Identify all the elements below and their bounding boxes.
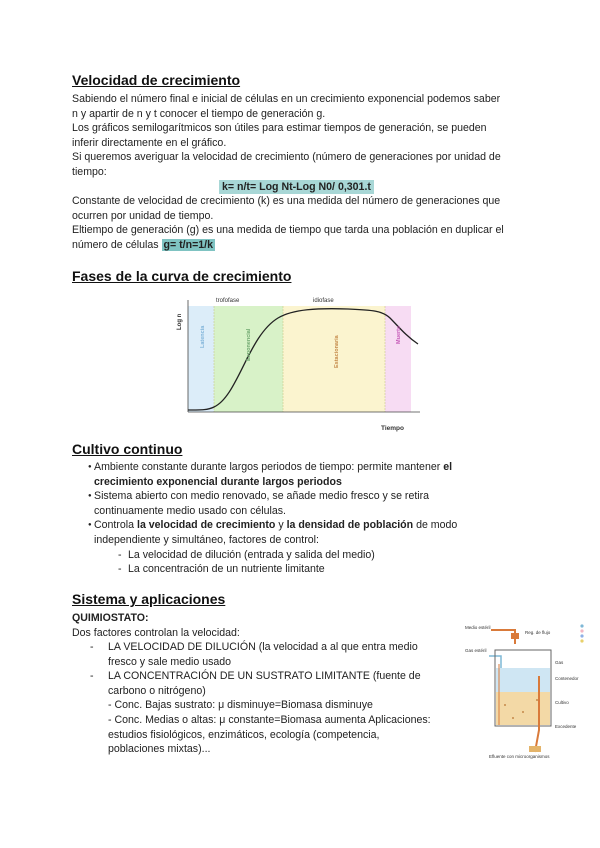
top-label-idiofase: idiofase	[313, 298, 334, 304]
dash-item-text: LA CONCENTRACIÓN DE UN SUSTRATO LIMITANTE (fuente de	[108, 670, 421, 683]
sub-list-item: - La concentración de un nutriente limitante	[94, 562, 532, 577]
list-item-bold: el	[443, 461, 453, 473]
section-title-sistema: Sistema y aplicaciones	[72, 591, 226, 607]
list-item-text: continuamente medio usado con células.	[94, 504, 286, 517]
paragraph-line: Sabiendo el número final e inicial de células en un crecimiento exponencial podemos saber	[72, 93, 501, 105]
list-item	[72, 460, 532, 489]
paragraph-line: Constante de velocidad de crecimiento (k) es una medida del número de generaciones que	[72, 195, 501, 208]
effluent-collector	[529, 746, 541, 752]
formula-g: g= t/n=1/k	[163, 239, 213, 251]
legend-dot	[580, 624, 583, 627]
paragraph-line: Si queremos averiguar la velocidad de crecimiento (número de generaciones por unidad de	[72, 151, 501, 164]
dash-item-text: - Conc. Medias o altas: μ constante=Biomasa aumenta Aplicaciones:	[108, 713, 431, 726]
list-item-text: independiente y simultáneo, factores de control:	[94, 533, 319, 546]
sub-list-item: - La velocidad de dilución (entrada y salida del medio)	[94, 548, 532, 563]
cell-dot	[512, 717, 514, 719]
growth-curve-chart	[178, 296, 428, 442]
list-item-bold: crecimiento exponencial durante largos periodos	[94, 475, 342, 488]
paragraph-line: inferir directamente en el gráfico.	[72, 136, 227, 149]
dash-item-text: poblaciones mixtas)...	[108, 743, 211, 756]
paragraph-line: ocurren por unidad de tiempo.	[72, 209, 214, 222]
list-item-text: de modo	[413, 519, 458, 532]
dash-item: - LA VELOCIDAD DE DILUCIÓN (la velocidad a al que entra medio fresco y sale medio usado	[90, 641, 418, 668]
phase-latencia-band	[188, 306, 214, 412]
bullet-list	[72, 460, 532, 577]
cell-dot	[536, 699, 538, 701]
list-item-text: Ambiente constante durante largos periodos de tiempo: permite mantener	[94, 461, 444, 473]
paragraph-line	[72, 238, 215, 253]
legend-dot	[580, 629, 583, 632]
diagram-label: Reg. de flujo	[525, 630, 551, 635]
diagram-label: Gas estéril	[465, 648, 487, 653]
paragraph-line: n y apartir de n y t conocer el tiempo de generación g.	[72, 107, 326, 120]
culture-liquid	[496, 692, 550, 725]
list-item-text: y	[275, 519, 287, 532]
dash-item-text: fresco y sale medio usado	[108, 655, 232, 668]
dash-list	[72, 640, 452, 757]
diagram-label: Excedente	[555, 724, 577, 729]
y-axis-label: Log n	[177, 313, 183, 330]
x-axis-label: Tiempo	[381, 425, 404, 432]
diagram-label: Efluente con microorganismos	[489, 754, 550, 759]
paragraph-text: número de células	[72, 239, 159, 251]
dash-item-text: LA VELOCIDAD DE DILUCIÓN (la velocidad a al que entra medio	[108, 641, 418, 653]
dash-item-text: - Conc. Bajas sustrato: μ disminuye=Biomasa disminuye	[108, 699, 373, 712]
section-title-velocidad: Velocidad de crecimiento	[72, 72, 241, 88]
chemostat-diagram	[463, 620, 597, 760]
legend-dot	[580, 634, 583, 637]
phase-label-latencia: Latencia	[200, 325, 206, 348]
section-title-cultivo: Cultivo continuo	[72, 441, 183, 457]
list-item	[72, 489, 532, 518]
gas-space	[496, 668, 550, 692]
paragraph-line: Dos factores controlan la velocidad:	[72, 627, 240, 639]
section-title-fases: Fases de la curva de crecimiento	[72, 268, 292, 284]
cell-dot	[522, 711, 524, 713]
list-item-bold: la velocidad de crecimiento	[137, 519, 276, 532]
list-item-bold: la densidad de población	[286, 519, 414, 532]
formula-k: k= n/t= Log Nt-Log N0/ 0,301.t	[219, 180, 374, 195]
diagram-label: Medio estéril	[465, 625, 491, 630]
paragraph-line: tiempo:	[72, 166, 107, 178]
dash-item-text: estudios fisiológicos, enzimáticos, ecología (competencia,	[108, 728, 380, 741]
dash-item: - LA CONCENTRACIÓN DE UN SUSTRATO LIMITANTE (fuente de carbono o nitrógeno) - Conc. Bajas sustrato: μ disminuye=Biomasa disminuye - Conc. Medias o altas: μ constante=Biomasa aumenta Aplicaciones: estudios fisiológicos, enzimáticos, ecología (competencia, poblaciones mixtas)...	[90, 670, 431, 756]
list-item	[72, 518, 532, 576]
phase-muerte-band	[385, 306, 411, 412]
list-item-text: Sistema abierto con medio renovado, se añade medio fresco y se retira	[94, 490, 430, 503]
diagram-label: Cultivo	[555, 700, 569, 705]
phase-label-muerte: Muerte	[396, 325, 402, 344]
diagram-label: Gas	[555, 660, 564, 665]
flow-regulator	[511, 633, 519, 639]
dash-item-text: carbono o nitrógeno)	[108, 684, 206, 697]
paragraph-line: Los gráficos semilogarítmicos son útiles para estimar tiempos de generación, se pueden	[72, 122, 487, 135]
list-item-text: Controla	[94, 519, 137, 532]
paragraph-line: Eltiempo de generación (g) es una medida de tiempo que tarda una población en duplicar el	[72, 224, 504, 237]
phase-label-estacionaria: Estacionaria	[334, 335, 340, 368]
phase-label-exponencial: Exponencial	[246, 328, 252, 361]
subheading-quimiostato: QUIMIOSTATO:	[72, 612, 149, 624]
cell-dot	[504, 704, 506, 706]
sub-list	[94, 548, 532, 577]
top-label-trofofase: trofofase	[216, 298, 240, 304]
legend-dot	[580, 639, 583, 642]
diagram-label: Contenedor	[555, 676, 579, 681]
